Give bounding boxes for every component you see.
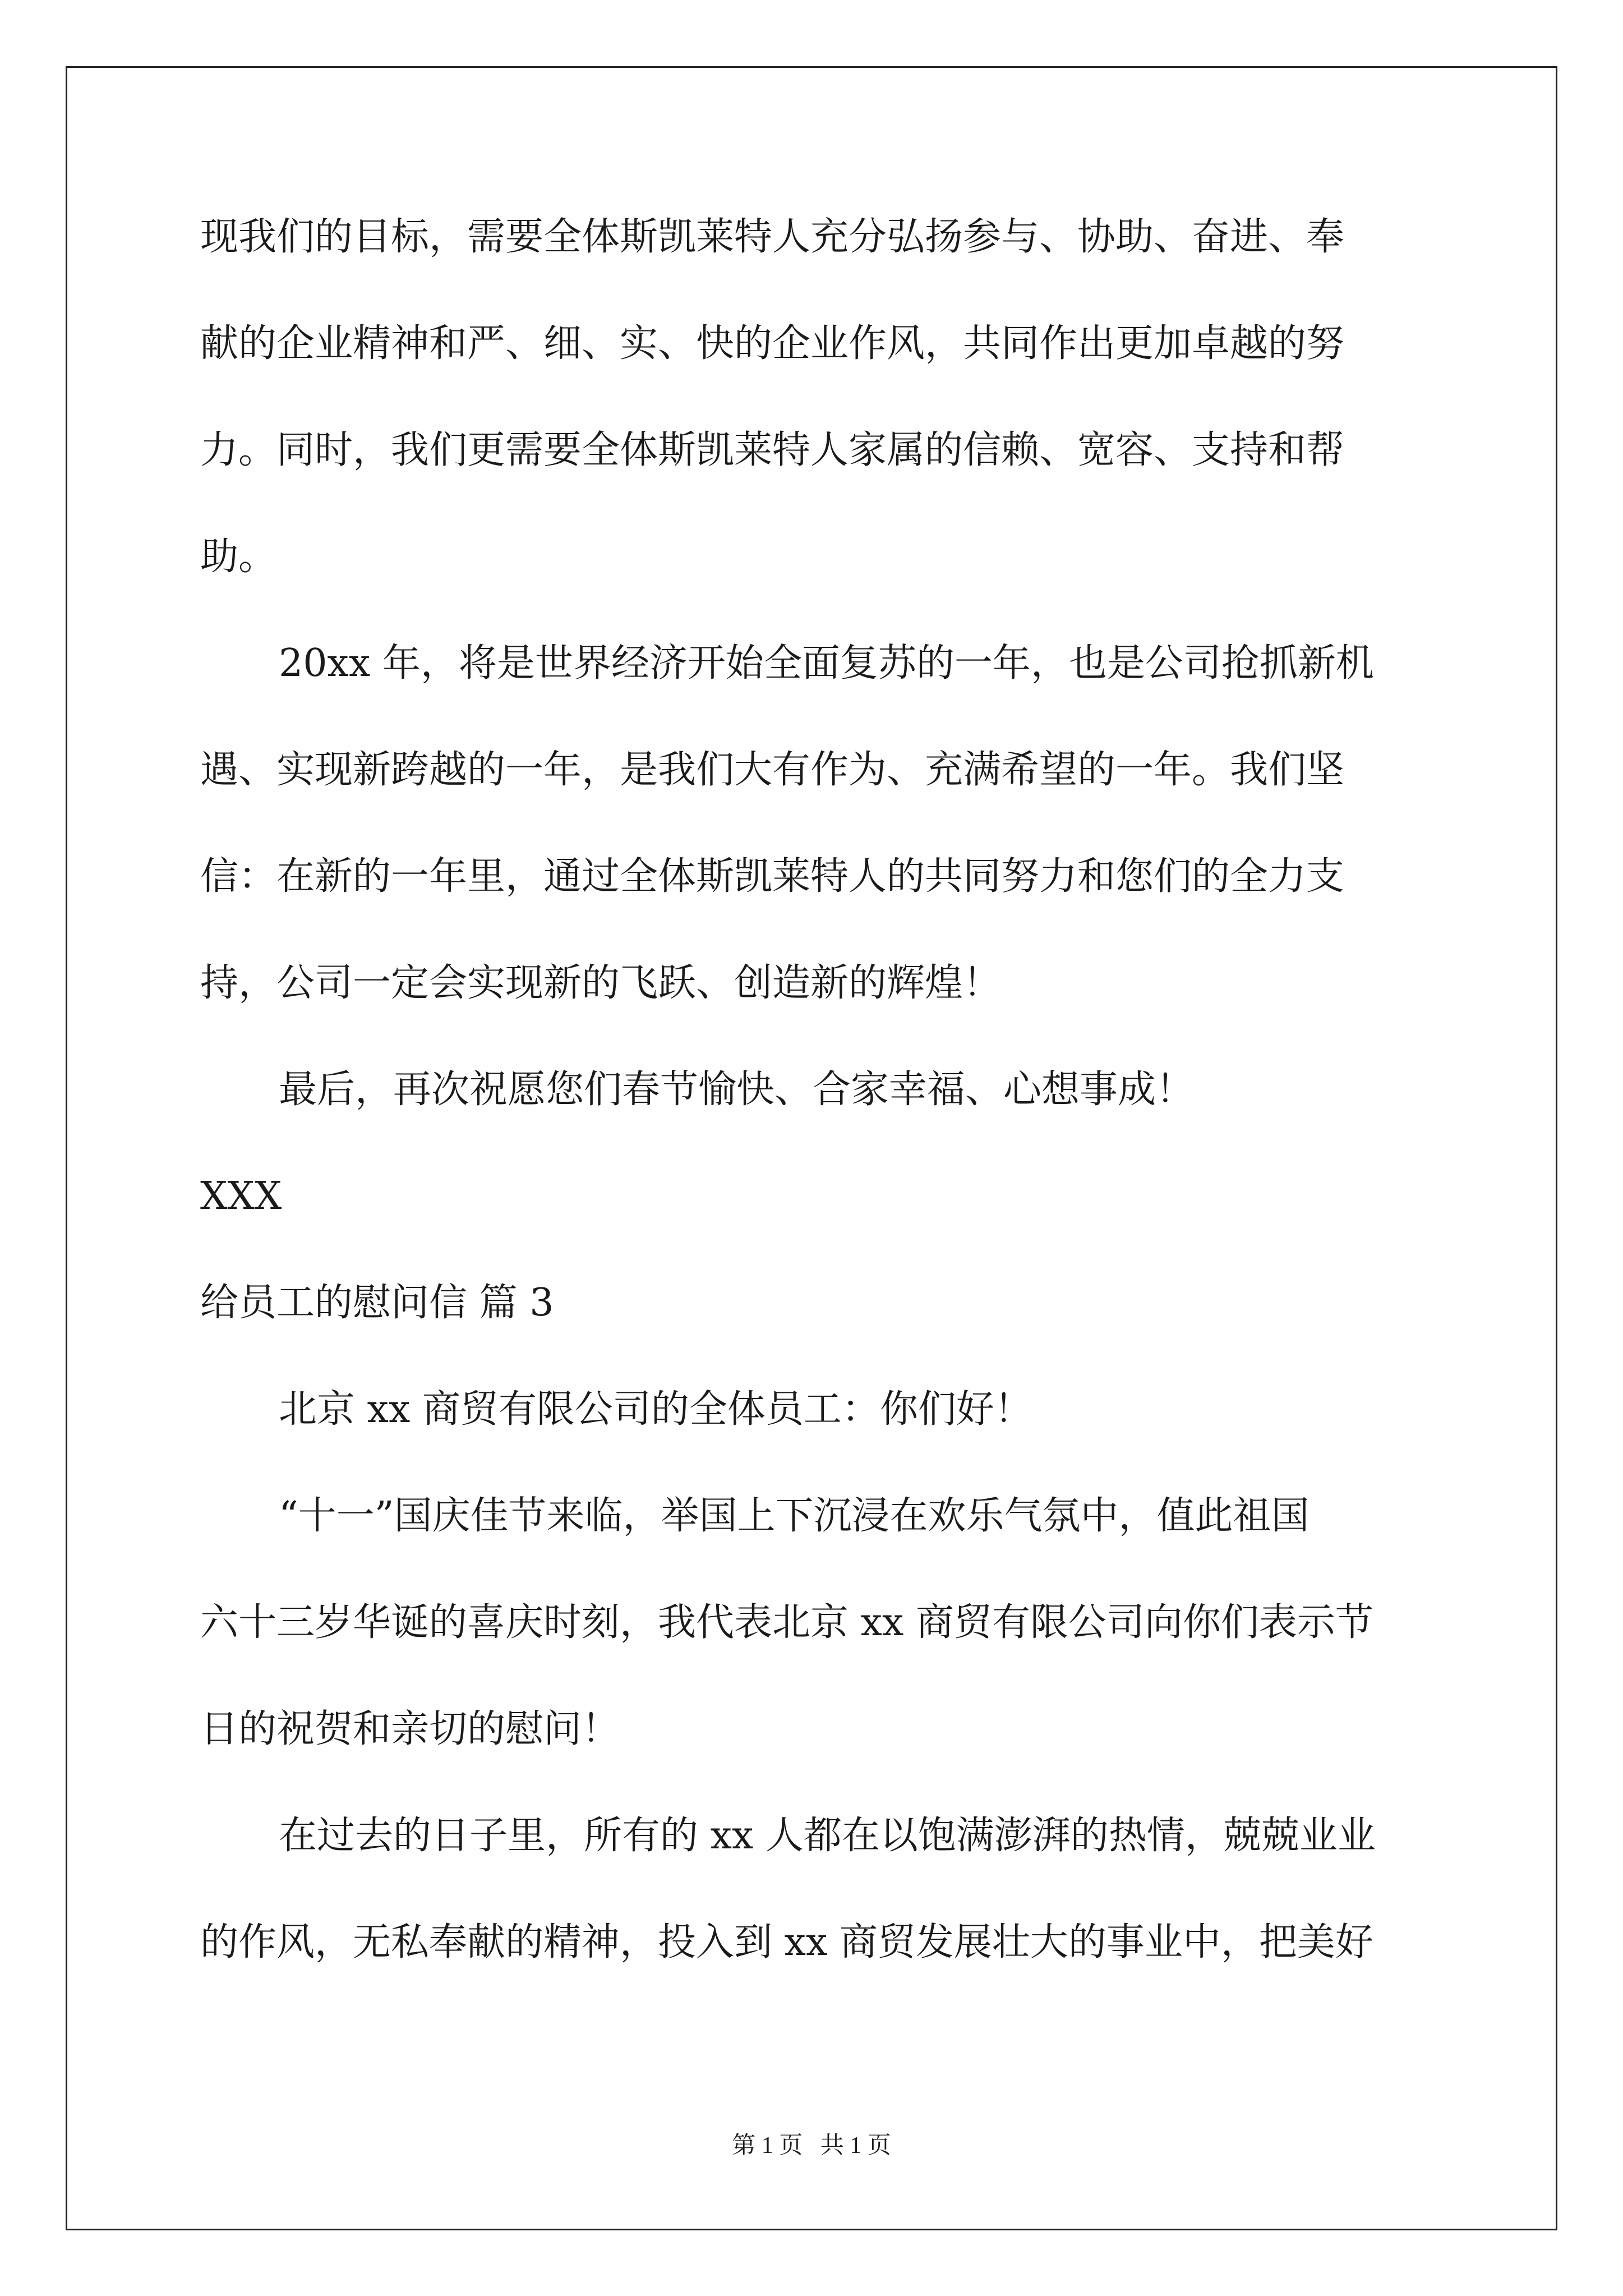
text-line: 遇、实现新跨越的一年，是我们大有作为、充满希望的一年。我们坚 <box>200 748 1345 792</box>
text-line: 六十三岁华诞的喜庆时刻，我代表北京 xx 商贸有限公司向你们表示节 <box>200 1600 1373 1645</box>
paragraph-start-line: 最后，再次祝愿您们春节愉快、合家幸福、心想事成！ <box>279 1068 1195 1112</box>
text-line: 现我们的目标，需要全体斯凯莱特人充分弘扬参与、协助、奋进、奉 <box>200 215 1345 259</box>
paragraph-start-line: “十一”国庆佳节来临，举国上下沉浸在欢乐气氛中，值此祖国 <box>279 1494 1310 1538</box>
text-line: 力。同时，我们更需要全体斯凯莱特人家属的信赖、宽容、支持和帮 <box>200 428 1345 472</box>
page-footer: 第 1 页 共 1 页 <box>732 2133 891 2159</box>
text-line: 日的祝贺和亲切的慰问！ <box>200 1707 620 1751</box>
text-line: 的作风，无私奉献的精神，投入到 xx 商贸发展壮大的事业中，把美好 <box>200 1920 1373 1964</box>
signature-line: XXX <box>200 1174 282 1218</box>
paragraph-start-line: 20xx 年，将是世界经济开始全面复苏的一年，也是公司抢抓新机 <box>279 641 1374 685</box>
text-line: 持，公司一定会实现新的飞跃、创造新的辉煌！ <box>200 961 1002 1005</box>
text-line: 献的企业精神和严、细、实、快的企业作风，共同作出更加卓越的努 <box>200 321 1345 366</box>
text-line: 助。 <box>200 535 277 579</box>
salutation-line: 北京 xx 商贸有限公司的全体员工：你们好！ <box>279 1387 1032 1432</box>
paragraph-start-line: 在过去的日子里，所有的 xx 人都在以饱满澎湃的热情，兢兢业业 <box>279 1814 1376 1858</box>
section-heading: 给员工的慰问信 篇 3 <box>200 1281 554 1325</box>
text-line: 信：在新的一年里，通过全体斯凯莱特人的共同努力和您们的全力支 <box>200 854 1345 899</box>
page-border <box>66 66 1557 2230</box>
